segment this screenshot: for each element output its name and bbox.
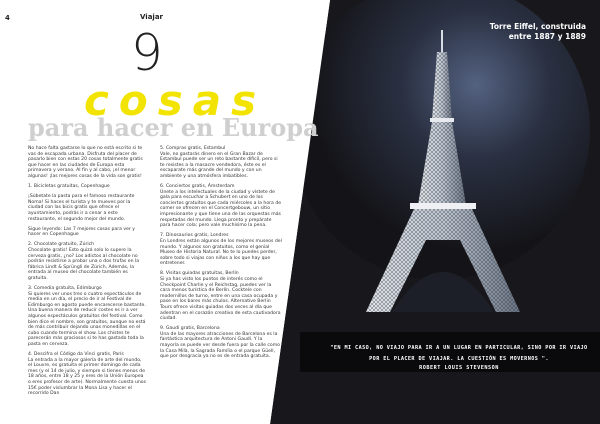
paragraph: 5. Compras gratis, Estambul Vale, no gastarás dinero en el Gran Bazar de Estambul puede ser un reto bastante difícil, pero si te resistes a la masacre vendedora, éste es el escaparate más grande del mundo y con un ambiente y una atmósfera imbatibles. <box>160 146 278 179</box>
quote-text: "EN MI CASO, NO VIAJO PARA IR A UN LUGAR EN PARTICULAR, SINO POR IR VIAJO POR EL PLACER DE VIAJAR. LA CUESTIÓN ES MOVERNOS ". <box>330 345 588 362</box>
caption-line-2: entre 1887 y 1889 <box>508 32 586 41</box>
caption-line-1: Torre Eiffel, construida <box>489 22 586 31</box>
paragraph: 9. Gaudí gratis, Barcelona Una de las mayores atracciones de Barcelona es la fantástica arquitectura de Antoni Gaudí. Y la mayoría se puede ver desde fuera por la calle como la Casa Milà, la Sagrada Família o el parque Güell, que por desgracia ya no es de entrada gratuita. <box>160 326 280 360</box>
title-word: cosas <box>84 76 267 125</box>
article-column-right <box>160 146 282 364</box>
paragraph: 8. Visitas guiadas gratuitas, Berlín Si ya has visto los puntos de interés como el Checkpoint Charlie y el Reichstag, puedes ver la cara menos turística de Berlín. Cocktele con modernillos de turno, entre en una casa ocupada y pase en los bares más chulos. Alternative Berlin Tours ofrece visitas guiadas dos veces al día que adentran en el corazón creativo de esta cautivadora ciudad. <box>160 271 281 322</box>
quote-author: ROBERT LOUIS STEVENSON <box>419 365 499 371</box>
paragraph: ¡Súbetate la pasta para el famoso restaurante Noma! Si haces el turista y te mueves por la ciudad con las bicis gratis que ofrece el ayuntamiento, podrás ir a cenar a este restaurante, el segundo mejor del mundo. <box>28 194 135 222</box>
photo-caption <box>490 22 586 42</box>
paragraph: No hace falta gastarse lo que no está escrito si te vas de escapada urbana. Disfruta del placer de pasarlo bien con estas 20 cosas totalmente gratis que hacer en las ciudades de Europa esta primavera y verano. Al fin y al cabo, ¡el menor algunas! ¡las mejores cosas de la vida son gratis! <box>28 146 143 179</box>
paragraph: 2. Chocolate gratuito, Zúrich Chocolate gratis! Esto quizá solo lo supere la cerveza gratis, ¿no? Los adictos al chocolate no podrán resistirse a probar una o dos trufas en la fábrica Lindt & Sprüngli de Zúrich, Además, la entrada al museo del chocolate también es gratuita. <box>28 242 140 281</box>
paragraph: 7. Dinosaurios gratis, Londres En Londres están algunos de los mejores museos del mundo. Y algunos son gratuitos, como el genial Museo de Historia Natural. No te lo puedes perder, sobre todo si viajas con niños a los que hay que entretener. <box>160 233 282 267</box>
paragraph: 6. Conciertos gratis, Ámsterdam Únete a los intelectuales de la ciudad y vístete de gala para escuchar a Schubert en uno de los conciertos gratuitos que cada miércoles a la hora de comer se ofrecen en el Concertgebouw, un sitio impresionante y que tiene una de las orquestas más respetadas del mundo. Llega pronto y prepárate para hacer cola; pero vale muchísimo la pena. <box>160 184 282 229</box>
section-label: Viajar <box>140 13 163 21</box>
paragraph: 3. Comedia gratuita, Edimburgo Si quieres ver unos tres o cuatro espectáculos de media en un día, el precio de ir al Festival de Edimburgo en agosto puede encarecerse bastante. Una buena manera de reducir costes es ir a ver algunos espectáculos gratuitos del festival. Como bien dice el nombre, son gratuitos, aunque no está de más contribuir dejando unas monedillas en el cubo cuando termina el show. Los chistes te parecerán más graciosos si te has gastado toda la pasta en cerveza. <box>28 285 146 347</box>
title-number: 9 <box>131 24 163 82</box>
paragraph: 1. Bicicletas gratuitas, Copenhague <box>28 184 110 190</box>
page-title: para hacer en Europa <box>28 113 319 142</box>
paragraph: 4. Descifra el Código da Vinci gratis, París La entrada a la mayor galería de arte del mundo, el Louvre, es gratuita el primer domingo de cada mes (y el 14 de julio, y siempre si tienes menos de 18 años, entre 18 y 25 y eres de la Unión Europea o eres profesor de arte). Normalmente cuesta unos 15€ poder vislumbrar la Mona Lisa y hacer el recorrido Dan <box>28 352 147 397</box>
article-column-left <box>28 146 146 401</box>
page-number: 4 <box>5 14 10 22</box>
paragraph: Sigue leyendo: Las 7 mejores cosas para ver y hacer en Copenhague <box>28 226 135 238</box>
